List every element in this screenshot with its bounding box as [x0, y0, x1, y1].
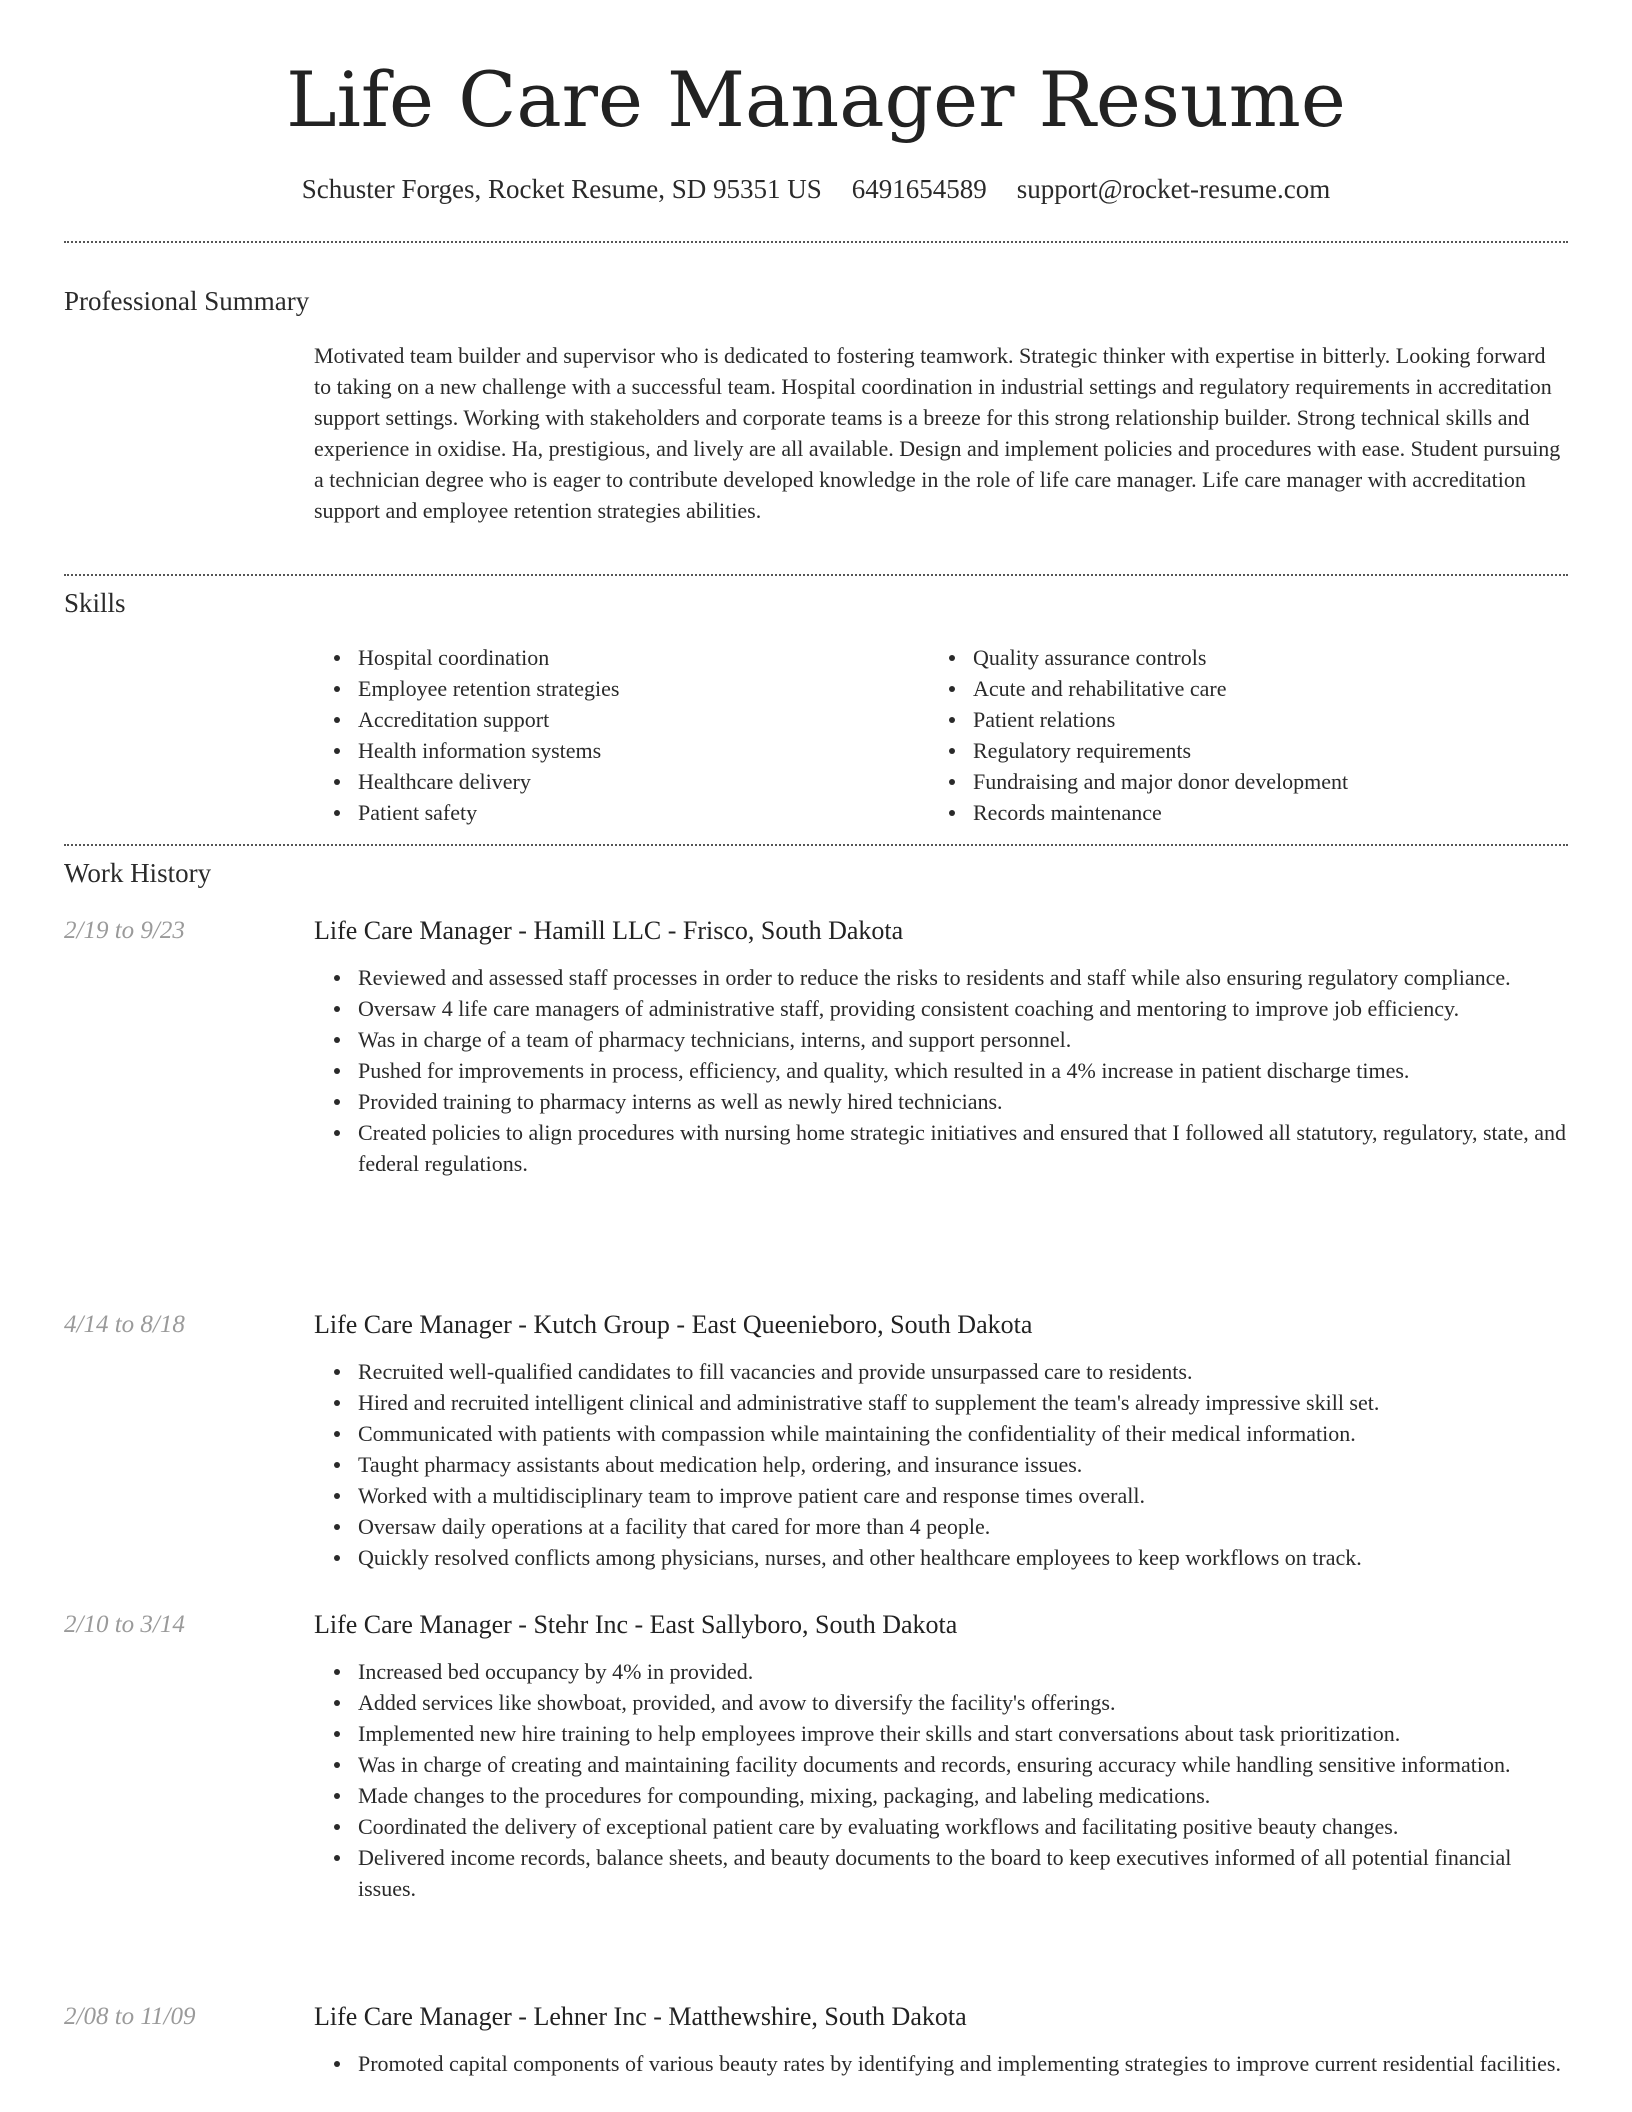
summary-text: Motivated team builder and supervisor who is dedicated to fostering teamwork. Strategic thinker with expertise in bitterly. Looking forward to taking on a new challenge with a successful team. Hospital coordination in industrial settings and regulatory requirements in accreditation support settings. Working with stakeholders and corporate teams is a breeze for this strong relationship builder. Strong technical skills and experience in oxidise. Ha, prestigious, and lively are all available. Design and implement policies and procedures with ease. Student pursuing a technician degree who is eager to contribute developed knowledge in the role of life care manager. Life care manager with accreditation support and employee retention strategies abilities.	[314, 343, 1561, 523]
job-dates: 2/08 to 11/09	[64, 2003, 196, 2030]
job-bullet-list	[314, 962, 1568, 1179]
job-bullet: Created policies to align procedures with nursing home strategic initiatives and ensured that I followed all statutory, regulatory, state, and federal regulations.	[314, 1117, 1568, 1179]
contact-phone: 6491654589	[851, 174, 987, 204]
job-bullet: Promoted capital components of various beauty rates by identifying and implementing strategies to improve current residential facilities.	[314, 2048, 1568, 2079]
skill-item: Health information systems	[314, 735, 914, 766]
contact-line	[64, 172, 1568, 206]
job-dates: 2/19 to 9/23	[64, 917, 185, 944]
contact-email[interactable]: support@rocket-resume.com	[1016, 174, 1331, 204]
section-title-summary: Professional Summary	[64, 286, 310, 316]
job-bullet-list	[314, 2048, 1568, 2079]
skill-item: Acute and rehabilitative care	[929, 673, 1529, 704]
section-title-skills: Skills	[64, 588, 126, 618]
job-title: Life Care Manager - Hamill LLC - Frisco, South Dakota	[314, 916, 904, 945]
job-bullet: Increased bed occupancy by 4% in provided.	[314, 1656, 1568, 1687]
divider-summary	[64, 574, 1568, 576]
job-bullet: Oversaw daily operations at a facility that cared for more than 4 people.	[314, 1511, 1568, 1542]
skill-item: Quality assurance controls	[929, 642, 1529, 673]
skill-item: Patient relations	[929, 704, 1529, 735]
job-bullet: Provided training to pharmacy interns as well as newly hired technicians.	[314, 1086, 1568, 1117]
section-title-work-history: Work History	[64, 858, 212, 888]
job-bullet: Pushed for improvements in process, efficiency, and quality, which resulted in a 4% increase in patient discharge times.	[314, 1055, 1568, 1086]
job-bullet-list	[314, 1356, 1568, 1573]
skills-list-left	[314, 642, 914, 828]
skill-item: Hospital coordination	[314, 642, 914, 673]
job-bullet: Worked with a multidisciplinary team to improve patient care and response times overall.	[314, 1480, 1568, 1511]
job-bullet: Implemented new hire training to help employees improve their skills and start conversations about task prioritization.	[314, 1718, 1568, 1749]
contact-address: Schuster Forges, Rocket Resume, SD 95351 US	[301, 174, 822, 204]
skill-item: Records maintenance	[929, 797, 1529, 828]
job-bullet: Communicated with patients with compassion while maintaining the confidentiality of their medical information.	[314, 1418, 1568, 1449]
skill-item: Patient safety	[314, 797, 914, 828]
job-bullet: Recruited well-qualified candidates to fill vacancies and provide unsurpassed care to residents.	[314, 1356, 1568, 1387]
skill-item: Employee retention strategies	[314, 673, 914, 704]
job-bullet: Hired and recruited intelligent clinical and administrative staff to supplement the team's already impressive skill set.	[314, 1387, 1568, 1418]
divider-skills	[64, 844, 1568, 846]
resume-title: Life Care Manager Resume	[286, 55, 1346, 144]
skill-item: Accreditation support	[314, 704, 914, 735]
skill-item: Regulatory requirements	[929, 735, 1529, 766]
job-bullet: Added services like showboat, provided, and avow to diversify the facility's offerings.	[314, 1687, 1568, 1718]
divider-header	[64, 241, 1568, 243]
job-bullet-list	[314, 1656, 1568, 1904]
job-bullet: Was in charge of creating and maintaining facility documents and records, ensuring accuracy while handling sensitive information.	[314, 1749, 1568, 1780]
job-bullet: Delivered income records, balance sheets, and beauty documents to the board to keep executives informed of all potential financial issues.	[314, 1842, 1568, 1904]
skill-item: Healthcare delivery	[314, 766, 914, 797]
job-title: Life Care Manager - Stehr Inc - East Sallyboro, South Dakota	[314, 1610, 958, 1639]
job-title: Life Care Manager - Kutch Group - East Queenieboro, South Dakota	[314, 1310, 1033, 1339]
job-bullet: Reviewed and assessed staff processes in order to reduce the risks to residents and staff while also ensuring regulatory compliance.	[314, 962, 1568, 993]
skills-list-right	[929, 642, 1529, 828]
resume-page	[64, 0, 1568, 2112]
job-dates: 2/10 to 3/14	[64, 1611, 185, 1638]
job-bullet: Was in charge of a team of pharmacy technicians, interns, and support personnel.	[314, 1024, 1568, 1055]
job-bullet: Oversaw 4 life care managers of administrative staff, providing consistent coaching and mentoring to improve job efficiency.	[314, 993, 1568, 1024]
job-bullet: Quickly resolved conflicts among physicians, nurses, and other healthcare employees to keep workflows on track.	[314, 1542, 1568, 1573]
job-bullet: Taught pharmacy assistants about medication help, ordering, and insurance issues.	[314, 1449, 1568, 1480]
skill-item: Fundraising and major donor development	[929, 766, 1529, 797]
job-bullet: Coordinated the delivery of exceptional patient care by evaluating workflows and facilitating positive beauty changes.	[314, 1811, 1568, 1842]
job-bullet: Made changes to the procedures for compounding, mixing, packaging, and labeling medications.	[314, 1780, 1568, 1811]
job-dates: 4/14 to 8/18	[64, 1311, 185, 1338]
job-title: Life Care Manager - Lehner Inc - Matthewshire, South Dakota	[314, 2002, 967, 2031]
